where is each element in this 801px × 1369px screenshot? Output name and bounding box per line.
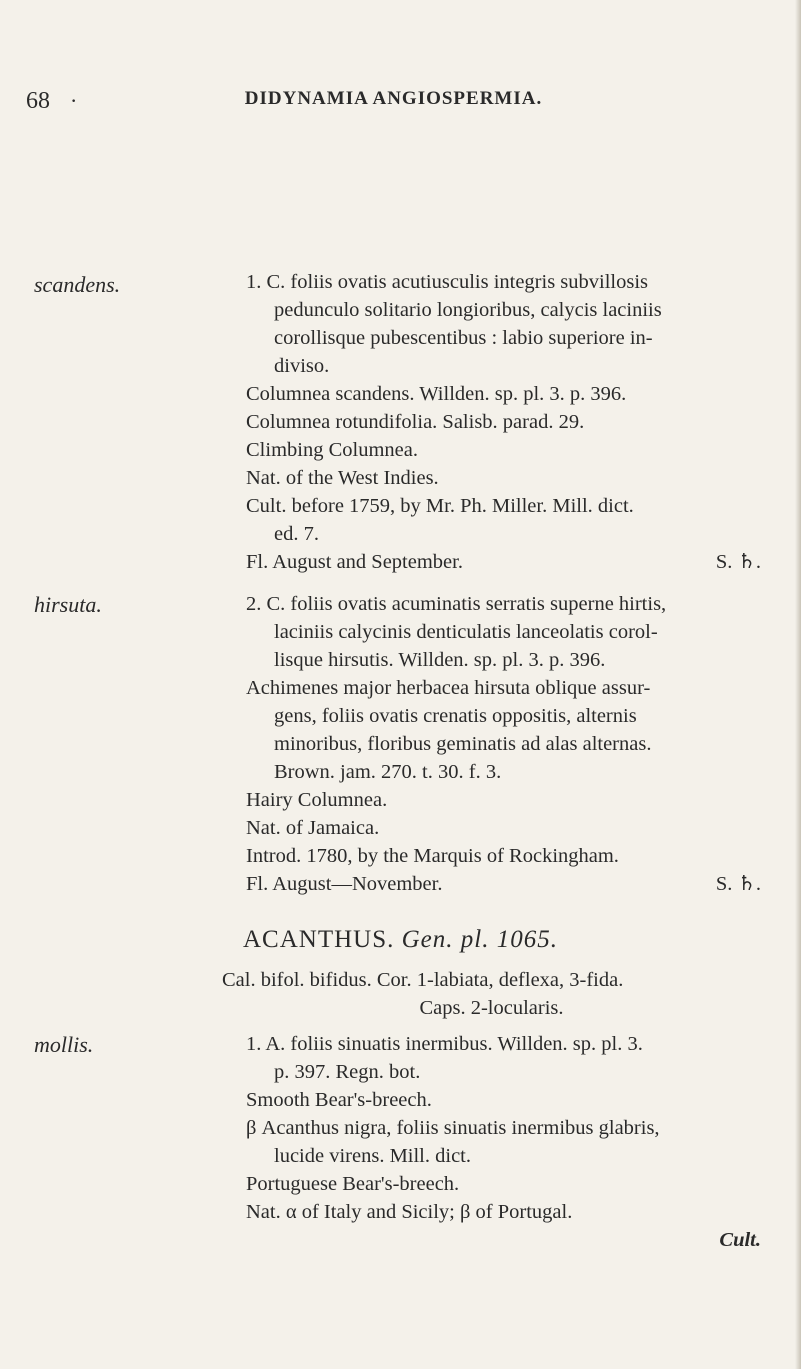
- page-number: 68: [26, 88, 50, 114]
- catchword: Cult.: [719, 1229, 761, 1251]
- margin-label-hirsuta: hirsuta.: [34, 592, 102, 617]
- margin-label-scandens: scandens.: [34, 272, 121, 297]
- species-entry-mollis: 1. A. foliis sinuatis inermibus. Willden. sp. pl. 3. p. 397. Regn. bot. Smooth Bear's-breech. β Acanthus nigra, foliis sinuatis inermibus glabris, lucide virens. Mill. dict. Portuguese Bear's-breech. Nat. α of Italy and Sicily; β of Portugal. Cult.: [246, 1030, 761, 1254]
- species-entry-hirsuta: 2. C. foliis ovatis acuminatis serratis superne hirtis, laciniis calycinis denticulatis lanceolatis corol- lisque hirsutis. Willden. sp. pl. 3. p. 396. Achimenes major herbacea hirsuta oblique assur- gens, foliis ovatis crenatis oppositis, alternis minoribus, floribus geminatis ad alas alternas. Brown. jam. 270. t. 30. f. 3. Hairy Columnea. Nat. of Jamaica. Introd. 1780, by the Marquis of Rockingham. Fl. August—November. S. ♄.: [246, 590, 761, 898]
- species-entry-scandens: 1. C. foliis ovatis acutiusculis integris subvillosis pedunculo solitario longioribus, calycis laciniis corollisque pubescentibus : labio superiore in- diviso. Columnea scandens. Willden. sp. pl. 3. p. 396. Columnea rotundifolia. Salisb. parad. 29. Climbing Columnea. Nat. of the West Indies. Cult. before 1759, by Mr. Ph. Miller. Mill. dict. ed. 7. Fl. August and September. S. ♄.: [246, 268, 761, 576]
- genus-heading-acanthus: [0, 926, 801, 954]
- running-head: DIDYNAMIA ANGIOSPERMIA.: [244, 88, 543, 109]
- header-dot: ·: [70, 88, 78, 113]
- genus-ref: Gen. pl. 1065.: [401, 926, 558, 953]
- page-header: [26, 88, 761, 118]
- genus-description-acanthus: Cal. bifol. bifidus. Cor. 1-labiata, deflexa, 3-fida. Caps. 2-locularis.: [222, 969, 624, 1019]
- genus-title: ACANTHUS.: [243, 926, 395, 953]
- page-edge-shadow: [795, 0, 801, 1369]
- species-suffix: S. ♄.: [715, 551, 761, 573]
- margin-label-mollis: mollis.: [34, 1032, 94, 1057]
- species-suffix: S. ♄.: [715, 873, 761, 895]
- genus-description-columnea: [222, 184, 761, 268]
